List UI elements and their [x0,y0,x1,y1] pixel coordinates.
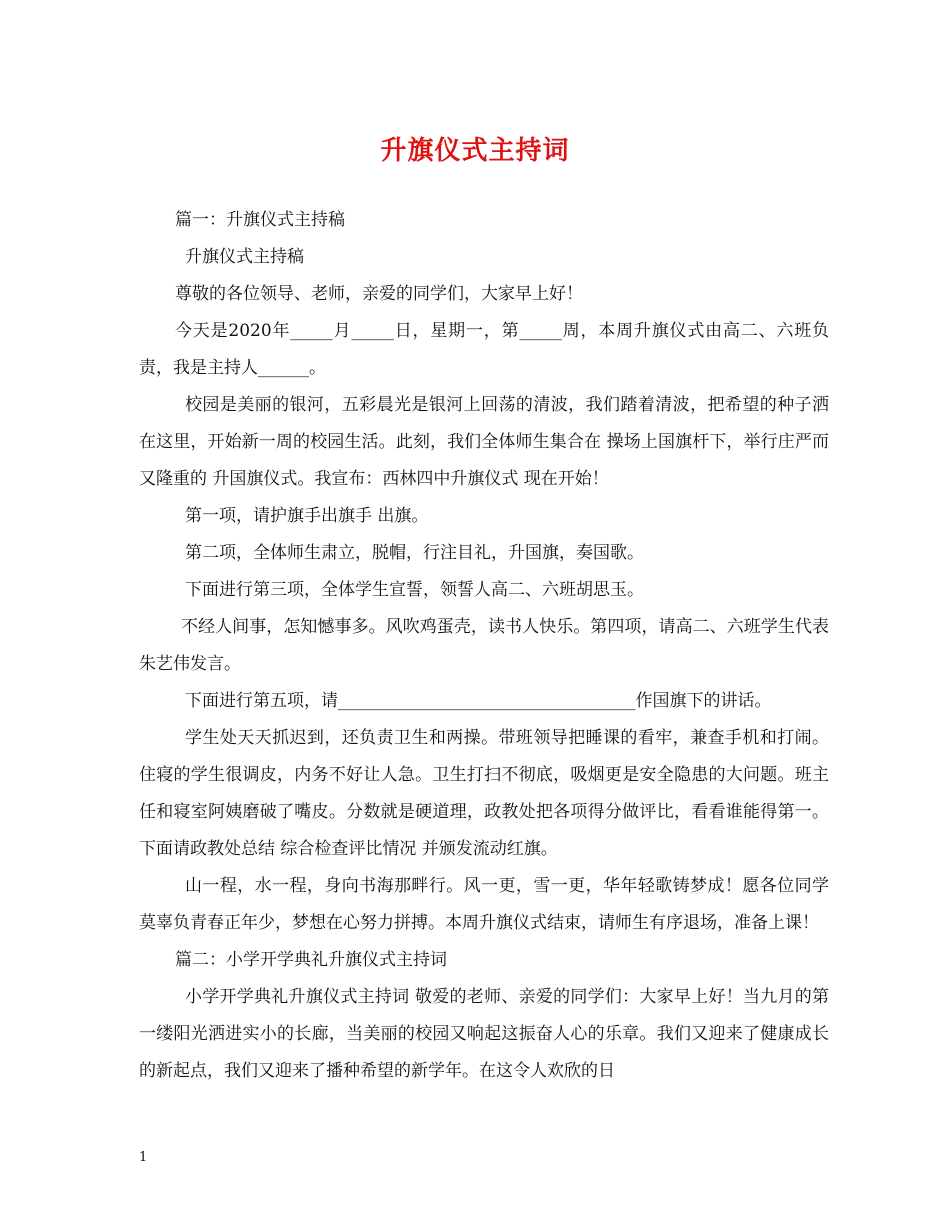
section-heading-1: 篇一：升旗仪式主持稿 [175,210,345,230]
paragraph: 山一程，水一程，身向书海那畔行。风一更，雪一更，华年轻歌铸梦成！愿各位同学莫辜负青春正年少，梦想在心努力拼搏。本周升旗仪式结束，请师生有序退场，准备上课！ [139,876,829,933]
paragraph: 下面进行第三项，全体学生宣誓，领誓人高二、六班胡思玉。 [185,580,644,600]
paragraph: 小学开学典礼升旗仪式主持词 敬爱的老师、亲爱的同学们：大家早上好！当九月的第一缕阳光洒进实小的长廊，当美丽的校园又响起这振奋人心的乐章。我们又迎来了健康成长的新起点，我们又迎来了播种希望的新学年。在这令人欢欣的日 [139,987,829,1081]
document-body [139,202,829,1090]
paragraph: 不经人间事，怎知憾事多。风吹鸡蛋壳，读书人快乐。第四项，请高二、六班学生代表朱艺伟发言。 [139,617,829,674]
paragraph: 第一项，请护旗手出旗手 出旗。 [185,506,429,526]
paragraph: 尊敬的各位领导、老师，亲爱的同学们，大家早上好！ [175,284,583,304]
paragraph: 校园是美丽的银河，五彩晨光是银河上回荡的清波，我们踏着清波，把希望的种子洒在这里，开始新一周的校园生活。此刻，我们全体师生集合在 操场上国旗杆下，举行庄严而又隆重的 升国旗仪式。我宣布：西林四中升旗仪式 现在开始！ [139,395,829,489]
document-title: 升旗仪式主持词 [380,136,570,166]
page-number: 1 [139,1150,148,1165]
paragraph: 下面进行第五项，请___________________________________作国旗下的讲话。 [185,691,772,711]
paragraph: 第二项，全体师生肃立，脱帽，行注目礼，升国旗，奏国歌。 [185,543,644,563]
section-heading-2: 篇二：小学开学典礼升旗仪式主持词 [175,950,447,970]
paragraph: 今天是2020年_____月_____日，星期一，第_____周，本周升旗仪式由高二、六班负责，我是主持人______。 [139,321,829,378]
subheading: 升旗仪式主持稿 [185,247,304,267]
paragraph: 学生处天天抓迟到，还负责卫生和两操。带班领导把睡课的看牢，兼查手机和打闹。住寝的学生很调皮，内务不好让人急。卫生打扫不彻底，吸烟更是安全隐患的大问题。班主任和寝室阿姨磨破了嘴皮。分数就是硬道理，政教处把各项得分做评比，看看谁能得第一。 下面请政教处总结 综合检查评比情况 并颁发流动红旗。 [139,728,829,859]
